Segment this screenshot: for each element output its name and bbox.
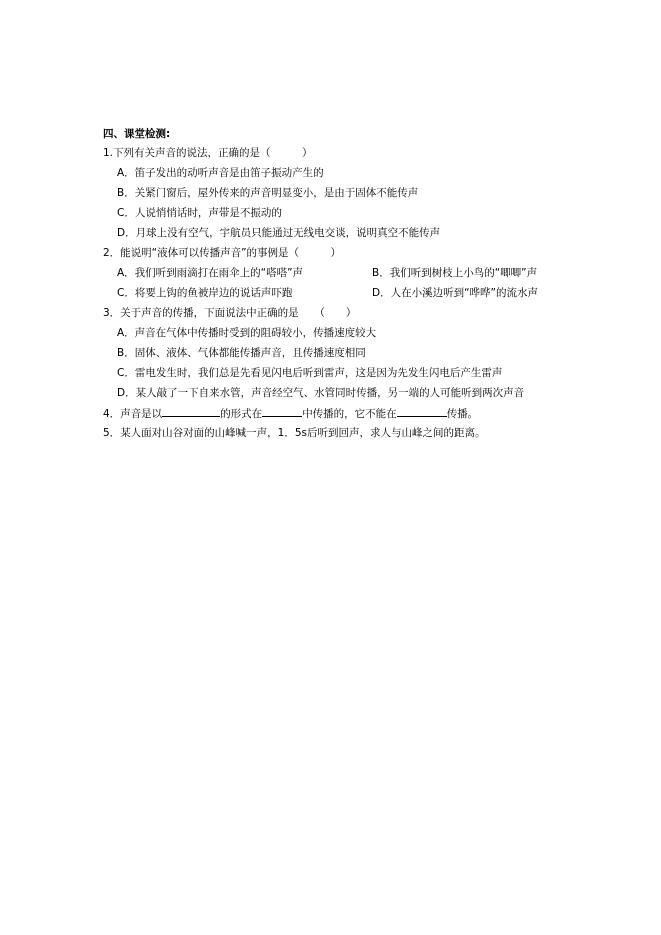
question-1-option-b: B．关紧门窗后，屋外传来的声音明显变小，是由于固体不能传声	[117, 187, 419, 199]
question-4-fill-in	[103, 406, 478, 421]
question-2-option-b: B．我们听到树枝上小鸟的“唧唧”声	[372, 267, 538, 279]
answer-blank-1[interactable]	[162, 406, 220, 417]
question-5-stem: 5．某人面对山谷对面的山峰喊一声，1．5s后听到回声，求人与山峰之间的距离。	[103, 427, 486, 439]
question-4-text-4: 传播。	[446, 408, 479, 420]
question-1-option-d: D．月球上没有空气，宇航员只能通过无线电交谈，说明真空不能传声	[117, 227, 441, 239]
question-4-text-2: 的形式在	[220, 408, 263, 420]
question-3-option-c: C．雷电发生时，我们总是先看见闪电后听到雷声，这是因为先发生闪电后产生雷声	[117, 367, 503, 379]
answer-blank-2[interactable]	[262, 406, 302, 417]
section-title: 四、课堂检测:	[103, 128, 171, 140]
question-3-option-a: A．声音在气体中传播时受到的阻碍较小，传播速度较大	[117, 327, 377, 339]
question-3-stem: 3．关于声音的传播，下面说法中正确的是 （ ）	[103, 307, 357, 319]
question-2-option-a: A．我们听到雨滴打在雨伞上的“嗒嗒”声	[117, 267, 304, 279]
question-1-option-a: A．笛子发出的动听声音是由笛子振动产生的	[117, 167, 324, 179]
answer-blank-3[interactable]	[397, 406, 447, 417]
question-2-option-c: C．将要上钩的鱼被岸边的说话声吓跑	[117, 287, 293, 299]
question-4-text-1: 4．声音是以	[103, 408, 163, 420]
question-4-text-3: 中传播的，它不能在	[302, 408, 397, 420]
question-2-option-d: D．人在小溪边听到“哗哗”的流水声	[372, 287, 538, 299]
question-1-stem: 1.下列有关声音的说法，正确的是（ ）	[103, 147, 313, 159]
question-2-stem: 2．能说明“液体可以传播声音”的事例是（ ）	[103, 247, 342, 259]
question-3-option-d: D．某人敲了一下自来水管，声音经空气、水管同时传播，另一端的人可能听到两次声音	[117, 387, 525, 399]
question-3-option-b: B．固体、液体、气体都能传播声音，且传播速度相同	[117, 347, 366, 359]
question-1-option-c: C．人说悄悄话时，声带是不振动的	[117, 207, 282, 219]
